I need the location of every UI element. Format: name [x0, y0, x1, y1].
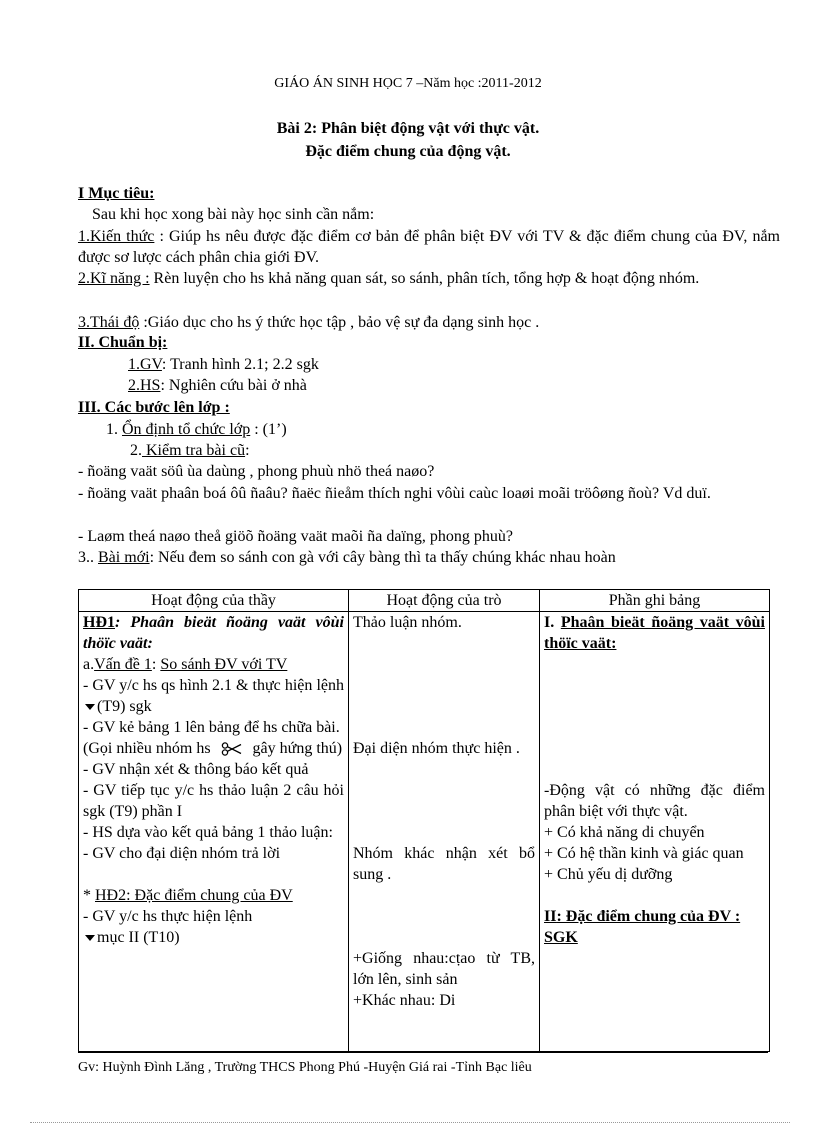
footer-text: Huỳnh Đình Lăng , Trường THCS Phong Phú -Huyện Giá rai -Tỉnh Bạc liêu	[99, 1060, 532, 1075]
student-line-1: Thảo luận nhóm.	[353, 614, 462, 631]
attitude-paragraph	[78, 312, 780, 333]
hd2-label: HĐ2: Đặc điểm chung của ĐV	[95, 887, 293, 904]
student-line-3: Nhóm khác nhận xét bổ sung .	[353, 845, 535, 883]
board-line-2: + Có khả năng di chuyển	[544, 824, 705, 841]
preparation-hs	[128, 375, 816, 396]
section-preparation-heading: II. Chuẩn bị:	[78, 334, 168, 351]
skill-label: 2.Kĩ năng :	[78, 270, 150, 287]
step-1-text: : (1’)	[250, 421, 287, 438]
issue-1-title: So sánh ĐV với TV	[160, 656, 288, 673]
issue-1-label: Vấn đề 1	[94, 656, 152, 673]
preparation-gv	[128, 354, 816, 375]
gv-text: : Tranh hình 2.1; 2.2 sgk	[161, 356, 319, 373]
lesson-plan-table	[78, 589, 770, 1052]
header-student-activity: Hoạt động của trò	[349, 590, 540, 612]
board-section-2-label: II	[544, 908, 557, 925]
board-sgk: SGK	[544, 929, 578, 946]
header-board-notes: Phần ghi bảng	[540, 590, 770, 612]
knowledge-label: 1.Kiến thức	[78, 228, 155, 245]
skill-paragraph	[78, 268, 780, 289]
page-footer	[78, 1060, 532, 1076]
hs-label: 2.HS	[128, 377, 161, 394]
lesson-title: Bài 2: Phân biệt động vật với thực vật.	[276, 120, 540, 137]
a-prefix: a.	[83, 656, 95, 673]
step-1	[106, 419, 808, 440]
step-2-text: :	[245, 442, 250, 459]
teacher-line-5: - GV tiếp tục y/c hs thảo luận 2 câu hỏi sgk (T9) phần I	[83, 782, 344, 820]
teacher-line-1b: (T9) sgk	[97, 698, 152, 715]
student-line-4: +Giống nhau:cṭao từ TB, lớn lên, sinh sản	[353, 950, 535, 988]
board-notes-cell	[540, 612, 770, 1052]
footer-gv: Gv:	[78, 1060, 99, 1075]
review-question-1: - ñoäng vaät söû ùa daùng , phong phuù nhö theá naøo?	[78, 463, 435, 480]
knowledge-paragraph	[78, 226, 780, 268]
teacher-line-7: - GV cho đại diện nhóm trả lời	[83, 845, 281, 862]
teacher-line-8: - GV y/c hs thực hiện lệnh	[83, 908, 253, 925]
issue-1-sep: :	[151, 656, 161, 673]
student-line-5: +Khác nhau: Di	[353, 992, 456, 1009]
teacher-line-3a: (Gọi nhiều nhóm hs	[83, 740, 211, 757]
document-header: GIÁO ÁN SINH HỌC 7 –Năm học :2011-2012	[274, 76, 542, 91]
step-2-prefix: 2.	[130, 442, 142, 459]
header-teacher-activity: Hoạt động của thầy	[79, 590, 349, 612]
step-3-prefix: 3..	[78, 549, 98, 566]
teacher-line-4: - GV nhận xét & thông báo kết quả	[83, 761, 309, 778]
hd2-prefix: *	[83, 887, 95, 904]
step-3-text: : Nếu đem so sánh con gà với cây bàng thì ta thấy chúng khác nhau hoàn	[149, 549, 616, 566]
gv-label: 1.GV	[128, 356, 162, 373]
down-triangle-icon	[85, 935, 95, 941]
attitude-label: 3.Thái độ	[78, 314, 140, 331]
review-question-2: - ñoäng vaät phaân boá ôû ñaâu? ñaëc ñieåm thích nghi vôùi caùc loaøi moãi tröôøng ñoù? Vd duï.	[78, 485, 711, 502]
scissors-icon	[221, 742, 243, 756]
teacher-line-1a: - GV y/c hs qs hình 2.1 & thực hiện lệnh	[83, 677, 344, 694]
student-activity-cell	[349, 612, 540, 1052]
teacher-line-8b: mục II (T10)	[97, 929, 180, 946]
board-section-2-title: : Đặc điểm chung của ĐV :	[556, 908, 741, 925]
teacher-line-6: - HS dựa vào kết quả bảng 1 thảo luận:	[83, 824, 333, 841]
board-section-1-title: Phaân bieät ñoäng vaät vôùi thöïc vaät:	[544, 614, 766, 652]
section-steps-heading: III. Các bước lên lớp :	[78, 399, 230, 416]
table-header-row	[79, 590, 770, 612]
objectives-intro: Sau khi học xong bài này học sinh cần nắm:	[92, 206, 375, 223]
hd1-title: : Phaân bieät ñoäng vaät vôùi thöïc vaät:	[83, 614, 344, 652]
step-2	[130, 440, 816, 461]
attitude-text: :Giáo dục cho hs ý thức học tập , bảo vệ sự đa dạng sinh học .	[139, 314, 540, 331]
board-line-3: + Có hệ thần kinh và giác quan	[544, 845, 744, 862]
down-triangle-icon	[85, 704, 95, 710]
section-objectives-heading: I Mục tiêu:	[78, 185, 155, 202]
step-3-label: Bài mới	[98, 549, 150, 566]
teacher-line-2: - GV kẻ bảng 1 lên bảng để hs chữa bài.	[83, 719, 340, 736]
hs-text: : Nghiên cứu bài ở nhà	[160, 377, 307, 394]
step-3	[78, 547, 780, 568]
step-1-label: Ổn định tổ chức lớp	[122, 421, 251, 438]
teacher-line-3b: gây hứng thú)	[252, 740, 343, 757]
step-1-prefix: 1.	[106, 421, 122, 438]
board-line-1: -Động vật có những đặc điểm phân biệt với thực vật.	[544, 782, 765, 820]
board-line-4: + Chủ yếu dị dưỡng	[544, 866, 673, 883]
s1-prefix: I.	[544, 614, 561, 631]
student-line-2: Đại diện nhóm thực hiện .	[353, 740, 520, 757]
knowledge-text: : Giúp hs nêu được đặc điểm cơ bản để phân biệt ĐV với TV & đặc điểm chung của ĐV, nắm được sơ lược cách phân chia giới ĐV.	[78, 228, 780, 266]
teacher-activity-cell	[79, 612, 349, 1052]
table-row	[79, 612, 770, 1052]
step-2-label: Kiểm tra bài cũ	[142, 442, 246, 459]
review-question-3: - Laøm theá naøo theå giöõ ñoäng vaät maõi ña daïng, phong phuù?	[78, 528, 513, 545]
skill-text: Rèn luyện cho hs khả năng quan sát, so sánh, phân tích, tổng hợp & hoạt động nhóm.	[149, 270, 700, 287]
hd1-label: HĐ1	[83, 614, 115, 631]
lesson-subtitle: Đặc điểm chung của động vật.	[305, 143, 511, 160]
footer-divider	[78, 1052, 768, 1053]
